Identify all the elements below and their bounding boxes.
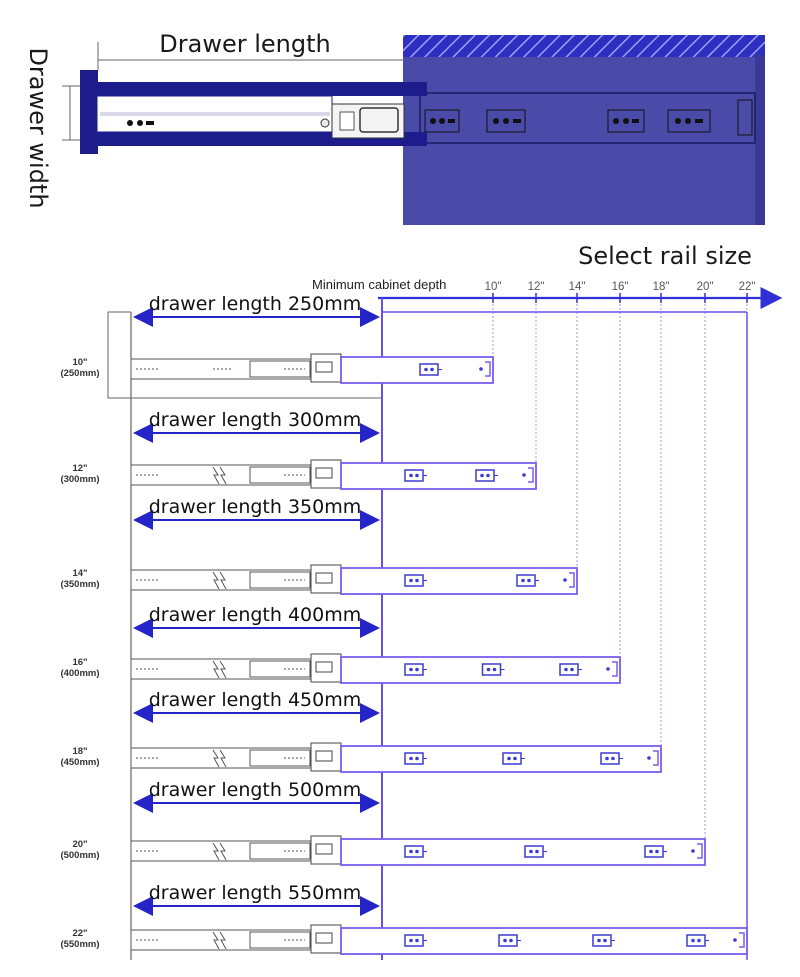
drawer-length-text: drawer length 500mm	[148, 779, 362, 801]
rail-mm-label: (450mm)	[60, 757, 100, 768]
rail-mm-label: (400mm)	[60, 668, 100, 679]
rail-row-2	[60, 409, 536, 489]
rail-size-label: 22"	[72, 928, 88, 939]
drawer-length-text: drawer length 550mm	[148, 882, 362, 904]
drawer-illustration	[24, 30, 765, 225]
minimum-cabinet-depth-label: Minimum cabinet depth	[312, 277, 447, 292]
select-rail-size-label: Select rail size	[578, 242, 752, 270]
rail-row-1	[60, 293, 493, 383]
rail-size-label: 16"	[72, 657, 88, 668]
rail-size-tick-label: 16"	[611, 281, 629, 293]
drawer-width-label: Drawer width	[24, 47, 52, 209]
drawer-side-top	[97, 82, 427, 96]
cabinet-back-wall	[755, 55, 765, 225]
rail-row-3	[60, 496, 577, 594]
rail-size-label: 10"	[72, 357, 88, 368]
drawer-length-label: Drawer length	[159, 30, 331, 58]
rail-mm-label: (300mm)	[60, 474, 100, 485]
rail-row-7	[60, 882, 747, 954]
rail-size-label: 18"	[72, 746, 88, 757]
rail-size-tick-label: 14"	[568, 281, 586, 293]
rail-mm-label: (500mm)	[60, 850, 100, 861]
outer-rail-member	[341, 928, 747, 954]
drawer-length-text: drawer length 400mm	[148, 604, 362, 626]
rail-size-ticks	[485, 281, 756, 928]
drawer-front	[80, 70, 98, 154]
drawer-length-text: drawer length 300mm	[148, 409, 362, 431]
drawer-length-text: drawer length 450mm	[148, 689, 362, 711]
drawer-length-text: drawer length 250mm	[148, 293, 362, 315]
outer-rail-member	[341, 357, 493, 383]
rail-size-label: 14"	[72, 568, 88, 579]
rail-row-4	[60, 604, 620, 683]
drawer-length-text: drawer length 350mm	[148, 496, 362, 518]
rail-size-tick-label: 20"	[696, 281, 714, 293]
rail-size-chart	[60, 242, 778, 960]
rail-row-5	[60, 689, 661, 772]
rail-size-tick-label: 10"	[484, 281, 502, 293]
outer-rail-member	[341, 568, 577, 594]
rail-mm-label: (550mm)	[60, 939, 100, 950]
rail-mm-label: (250mm)	[60, 368, 100, 379]
outer-rail-member	[341, 463, 536, 489]
rail-size-tick-label: 12"	[527, 281, 545, 293]
cabinet-top	[403, 35, 765, 57]
rail-size-tick-label: 22"	[738, 281, 756, 293]
rail-rows	[60, 293, 747, 954]
cabinet-body	[403, 55, 763, 225]
rail-mm-label: (350mm)	[60, 579, 100, 590]
rail-size-label: 20"	[72, 839, 88, 850]
rail-size-tick-label: 18"	[652, 281, 670, 293]
rail-size-label: 12"	[72, 463, 88, 474]
